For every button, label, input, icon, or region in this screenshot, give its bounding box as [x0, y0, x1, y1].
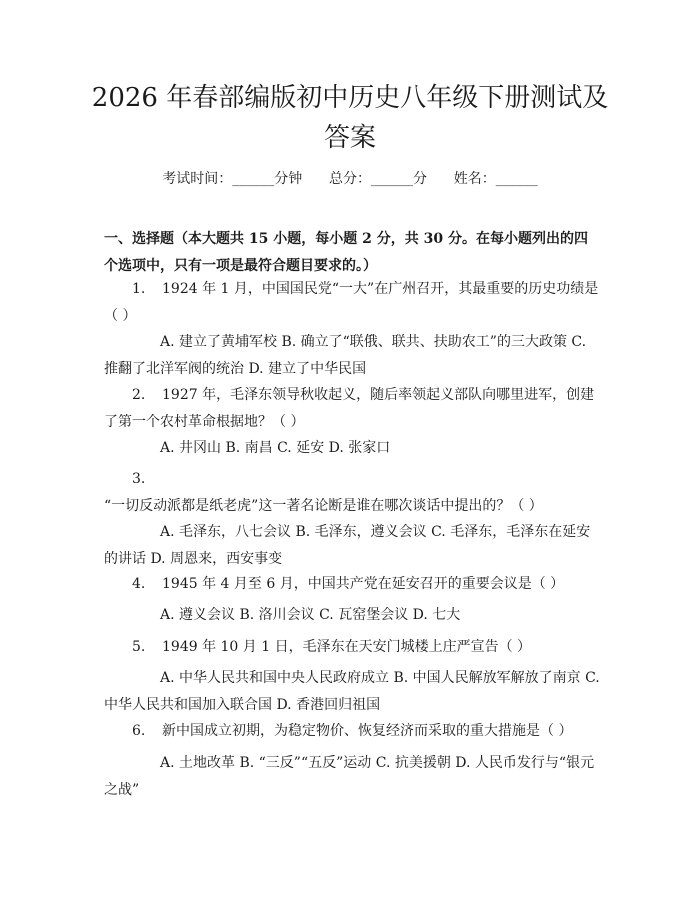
- question-number: 5.: [132, 639, 146, 655]
- question-number: 4.: [132, 576, 146, 592]
- time-field: 考试时间：______分钟: [162, 171, 303, 187]
- question-2: [104, 382, 600, 436]
- question-3-options: A. 毛泽东，八七会议 B. 毛泽东，遵义会议 C. 毛泽东，毛泽东在延安的讲话 D. 周恩来，西安事变: [104, 524, 591, 567]
- question-3: [104, 466, 600, 520]
- question-5-options: A. 中华人民共和国中央人民政府成立 B. 中国人民解放军解放了南京 C. 中华人民共和国加入联合国 D. 香港回归祖国: [104, 670, 600, 713]
- question-6: [104, 718, 600, 745]
- question-1-options: A. 建立了黄埔军校 B. 确立了“联俄、联共、扶助农工”的三大政策 C. 推翻了北洋军阀的统治 D. 建立了中华民国: [104, 334, 587, 377]
- question-number: 1.: [132, 281, 146, 297]
- question-text: 新中国成立初期，为稳定物价、恢复经济而采取的重大措施是（ ）: [162, 723, 573, 739]
- question-text: 1949 年 10 月 1 日，毛泽东在天安门城楼上庄严宣告（ ）: [162, 639, 532, 655]
- exam-meta: [0, 168, 700, 188]
- question-5: [104, 634, 600, 661]
- page-title: 2026 年春部编版初中历史八年级下册测试及答案: [91, 83, 609, 153]
- question-number: 2.: [132, 387, 146, 403]
- question-2-options: A. 井冈山 B. 南昌 C. 延安 D. 张家口: [160, 440, 391, 456]
- question-6-options: A. 土地改革 B. “三反”“五反”运动 C. 抗美援朝 D. 人民币发行与“银元之战”: [104, 755, 595, 798]
- score-field: 总分：______分: [329, 171, 427, 187]
- question-number: 3.: [132, 471, 146, 487]
- name-field: 姓名：______: [453, 171, 538, 187]
- question-number: 6.: [132, 723, 146, 739]
- section-header: 一、选择题（本大题共 15 小题，每小题 2 分，共 30 分。在每小题列出的四个选项中，只有一项是最符合题目要求的。）: [104, 231, 588, 274]
- question-4: [104, 571, 600, 598]
- question-1: [104, 276, 600, 330]
- question-text: “一切反动派都是纸老虎”这一著名论断是谁在哪次谈话中提出的？（ ）: [104, 498, 543, 514]
- question-text: 1924 年 1 月，中国国民党“一大”在广州召开，其最重要的历史功绩是（ ）: [104, 281, 599, 324]
- question-text: 1927 年，毛泽东领导秋收起义，随后率领起义部队向哪里进军，创建了第一个农村革命根据地？（ ）: [104, 387, 595, 430]
- question-text: 1945 年 4 月至 6 月，中国共产党在延安召开的重要会议是（ ）: [162, 576, 565, 592]
- question-4-options: A. 遵义会议 B. 洛川会议 C. 瓦窑堡会议 D. 七大: [160, 607, 461, 623]
